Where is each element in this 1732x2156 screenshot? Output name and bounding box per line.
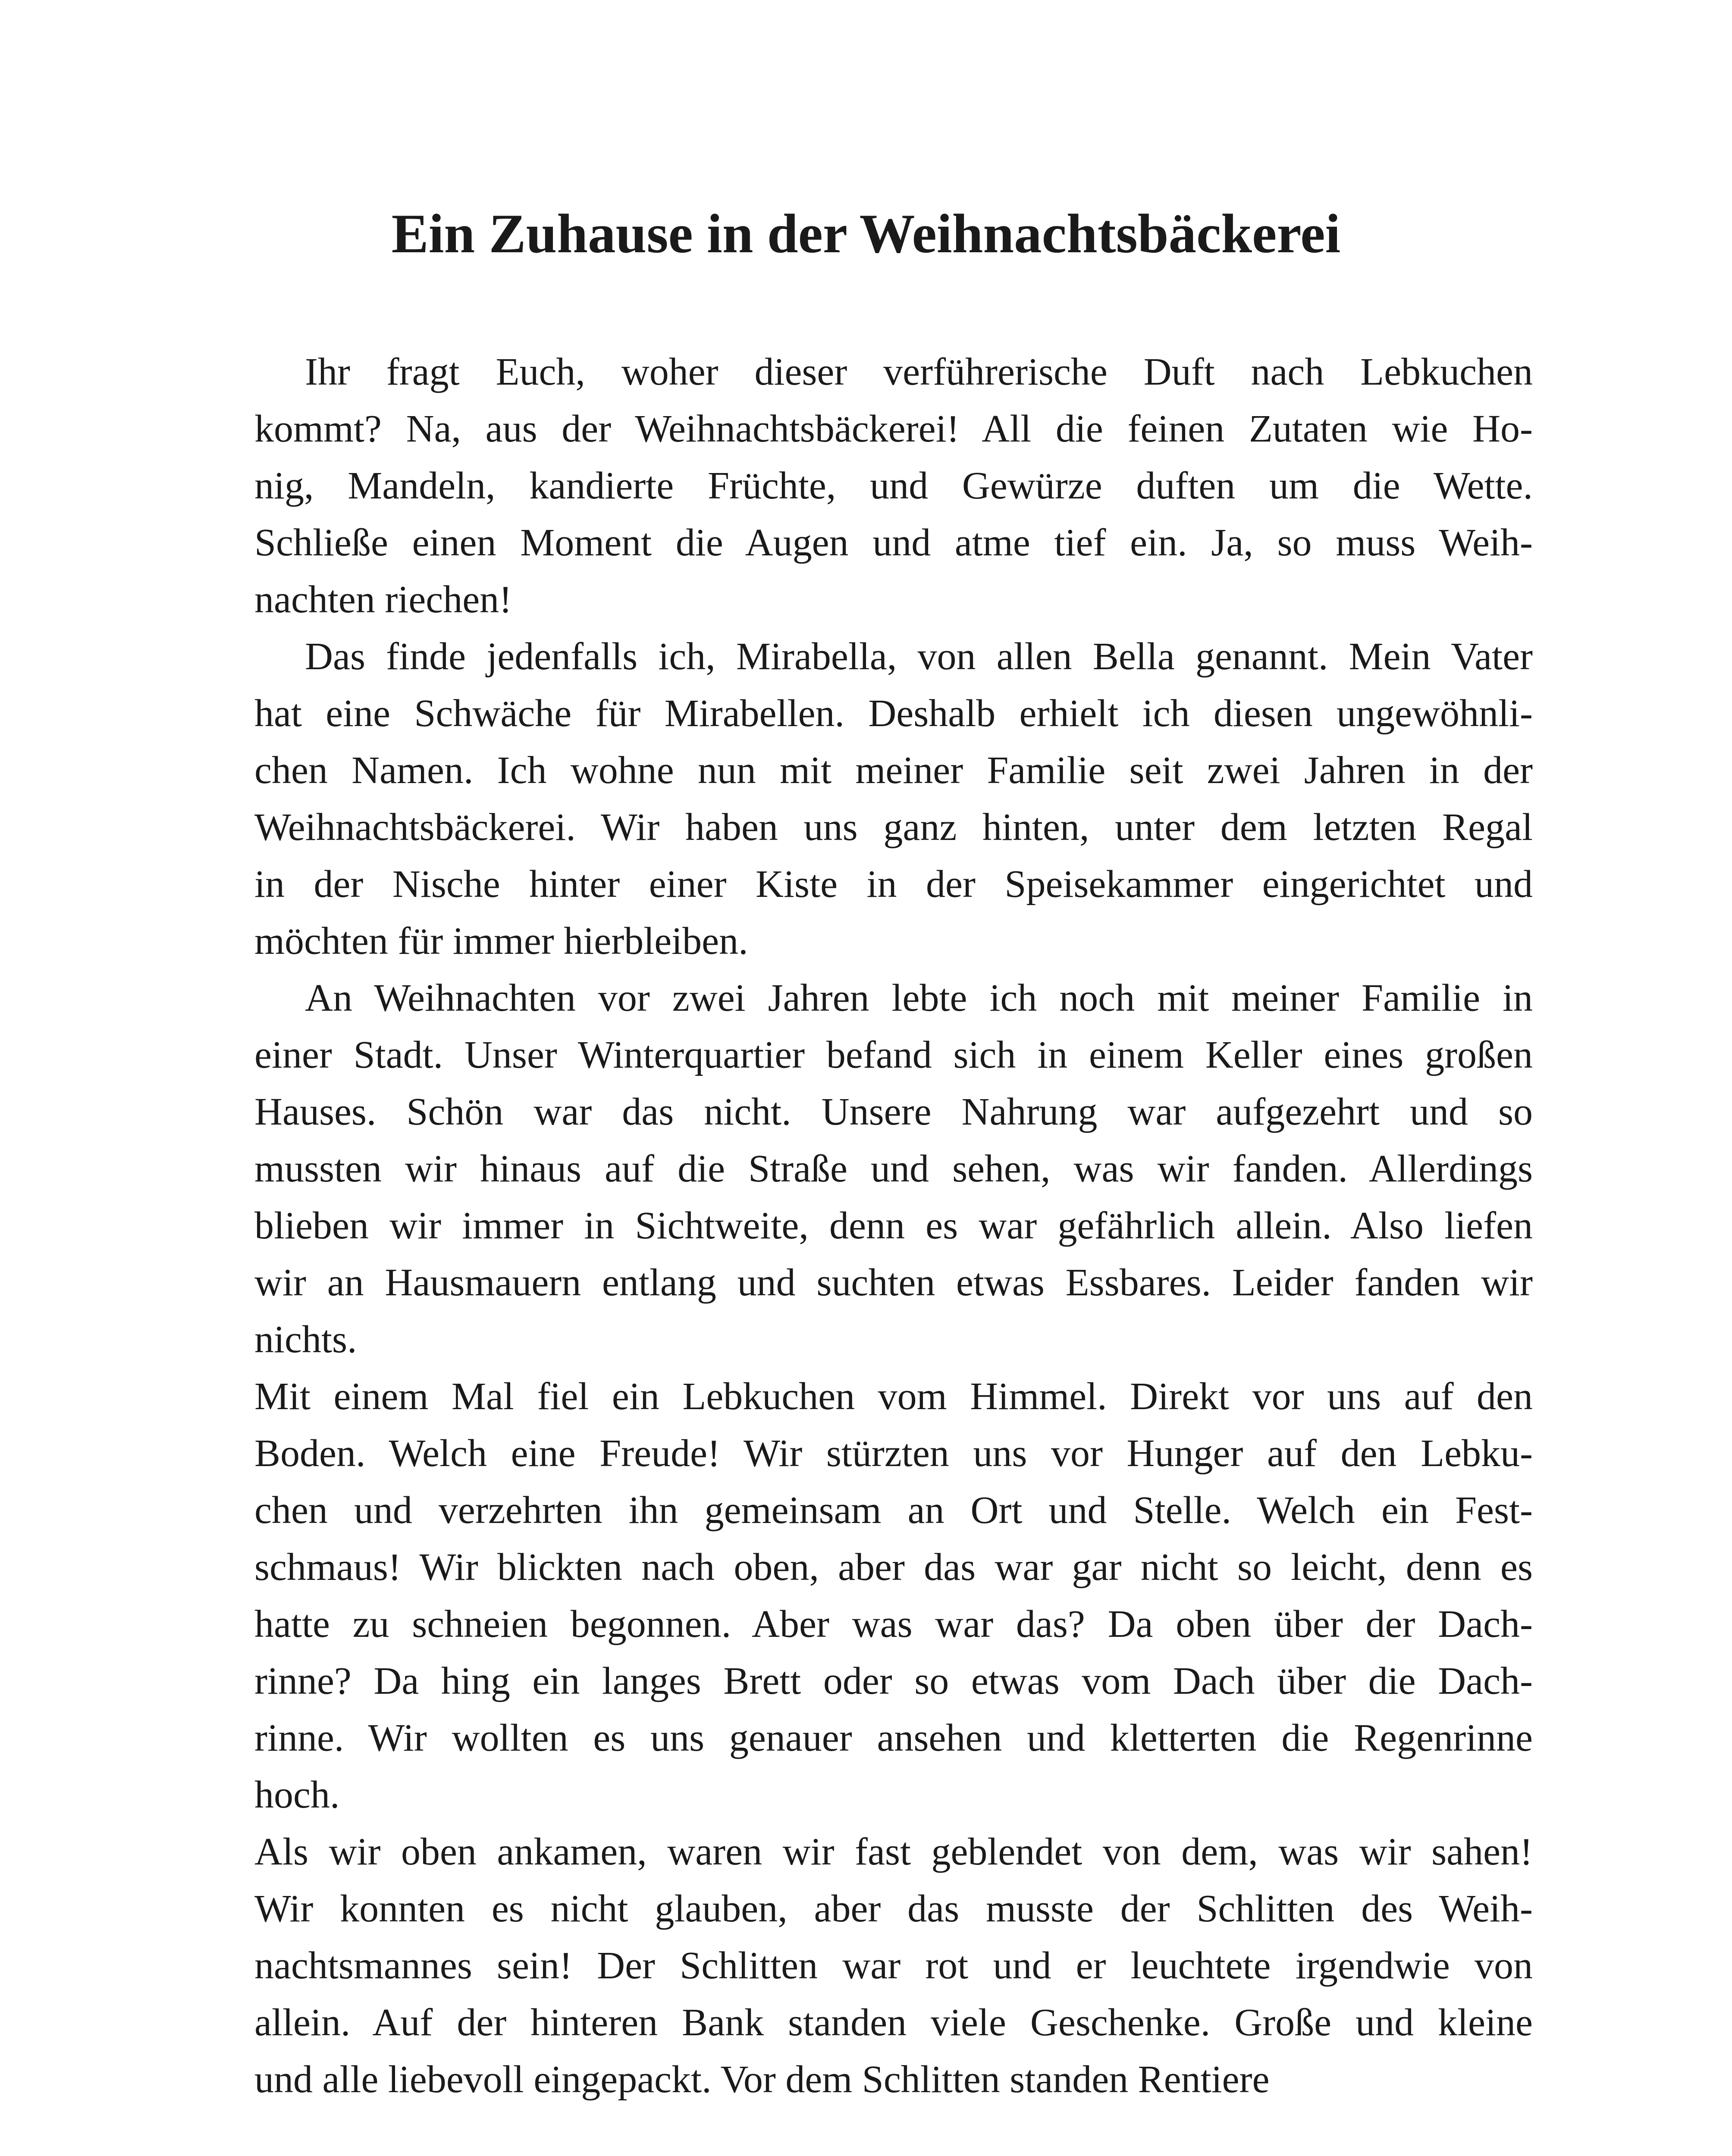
text-line: An Weihnachten vor zwei Jahren lebte ich noch mit meiner Familie in	[305, 977, 1533, 1019]
text-line: Schließe einen Moment die Augen und atme tief ein. Ja, so muss Weih-	[254, 521, 1533, 564]
text-line: wir an Hausmauern entlang und suchten etwas Essbares. Leider fanden wir	[254, 1261, 1533, 1304]
text-line: nichts.	[254, 1318, 357, 1361]
text-line: rinne? Da hing ein langes Brett oder so etwas vom Dach über die Dach-	[254, 1660, 1533, 1702]
chapter-title: Ein Zuhause in der Weihnachtsbäckerei	[391, 203, 1341, 264]
text-line: Hauses. Schön war das nicht. Unsere Nahrung war aufgezehrt und so	[254, 1091, 1533, 1133]
text-line: möchten für immer hierbleiben.	[254, 920, 748, 962]
text-line: Boden. Welch eine Freude! Wir stürzten uns vor Hunger auf den Lebku-	[254, 1432, 1533, 1475]
text-line: chen Namen. Ich wohne nun mit meiner Familie seit zwei Jahren in der	[254, 749, 1533, 792]
text-line: Ihr fragt Euch, woher dieser verführerische Duft nach Lebkuchen	[305, 351, 1533, 393]
text-line: einer Stadt. Unser Winterquartier befand sich in einem Keller eines großen	[254, 1034, 1533, 1076]
text-line: Weihnachtsbäckerei. Wir haben uns ganz hinten, unter dem letzten Regal	[254, 806, 1533, 849]
text-line: in der Nische hinter einer Kiste in der Speisekammer eingerichtet und	[254, 863, 1533, 906]
text-line: rinne. Wir wollten es uns genauer ansehen und kletterten die Regenrinne	[254, 1717, 1533, 1759]
text-line: hoch.	[254, 1774, 340, 1816]
text-line: Als wir oben ankamen, waren wir fast geblendet von dem, was wir sahen!	[254, 1830, 1533, 1873]
text-line: mussten wir hinaus auf die Straße und sehen, was wir fanden. Allerdings	[254, 1147, 1533, 1190]
text-line: chen und verzehrten ihn gemeinsam an Ort und Stelle. Welch ein Fest-	[254, 1489, 1533, 1532]
text-line: hatte zu schneien begonnen. Aber was war das? Da oben über der Dach-	[254, 1603, 1533, 1645]
text-line: Das finde jedenfalls ich, Mirabella, von allen Bella genannt. Mein Vater	[305, 635, 1533, 678]
text-line: nachten riechen!	[254, 578, 512, 621]
text-line: allein. Auf der hinteren Bank standen viele Geschenke. Große und kleine	[254, 2001, 1533, 2044]
text-line: nig, Mandeln, kandierte Früchte, und Gewürze duften um die Wette.	[254, 464, 1533, 507]
text-line: und alle liebevoll eingepackt. Vor dem Schlitten standen Rentiere	[254, 2058, 1270, 2101]
text-line: kommt? Na, aus der Weihnachtsbäckerei! All die feinen Zutaten wie Ho-	[254, 407, 1533, 450]
text-line: Wir konnten es nicht glauben, aber das musste der Schlitten des Weih-	[254, 1887, 1533, 1930]
text-line: Mit einem Mal fiel ein Lebkuchen vom Himmel. Direkt vor uns auf den	[254, 1375, 1533, 1418]
text-line: nachtsmannes sein! Der Schlitten war rot und er leuchtete irgendwie von	[254, 1944, 1533, 1987]
text-line: schmaus! Wir blickten nach oben, aber das war gar nicht so leicht, denn es	[254, 1546, 1533, 1589]
text-line: hat eine Schwäche für Mirabellen. Deshalb erhielt ich diesen ungewöhnli-	[254, 692, 1533, 735]
text-line: blieben wir immer in Sichtweite, denn es war gefährlich allein. Also liefen	[254, 1204, 1533, 1247]
